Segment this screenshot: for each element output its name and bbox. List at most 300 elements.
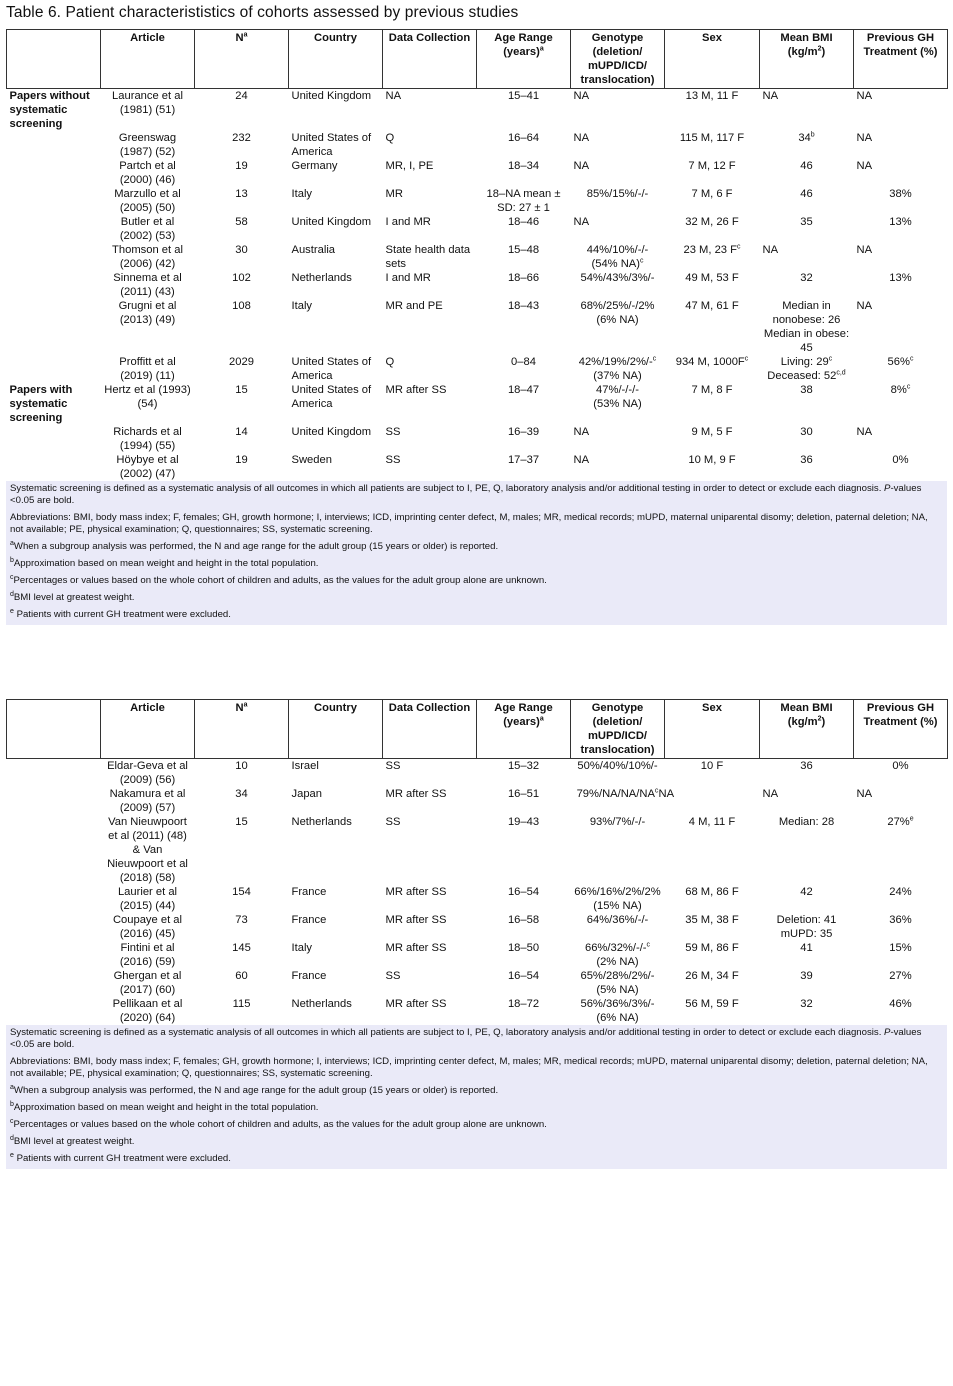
cell-sex <box>665 425 760 453</box>
table-row <box>7 787 948 815</box>
cell-n: 15 <box>235 384 248 396</box>
table-row <box>7 759 948 788</box>
bmi-footnote-mark: c <box>828 355 833 363</box>
cell-article: Butler et al (2002) (53) <box>119 216 176 242</box>
header-genotype: Genotype (deletion/ mUPD/ICD/ translocation) <box>571 700 665 759</box>
bmi-footnote-mark: b <box>810 131 815 139</box>
cell-genotype <box>571 425 665 453</box>
sex-text: 9 M, 5 F <box>691 426 733 438</box>
table-title: Table 6. Patient characterististics of cohorts assessed by previous studies <box>6 4 519 21</box>
table-header <box>7 700 948 759</box>
row-group-label <box>7 815 101 885</box>
row-group-label <box>7 787 101 815</box>
cell-n: 13 <box>235 188 248 200</box>
genotype-value <box>574 299 662 313</box>
genotype-value <box>574 969 662 983</box>
cell-sex <box>665 159 760 187</box>
header-n: $N^a$ <box>195 700 289 759</box>
header-mean-bmi: Mean BMI $(kg/m^2)$ <box>760 30 854 89</box>
genotype-na-share <box>574 313 662 327</box>
genotype-text: 79%/NA/NA/NA <box>576 788 655 800</box>
genotype-footnote-mark: c <box>646 941 651 949</box>
cell-previous-gh <box>854 941 948 969</box>
cell-previous-gh <box>854 997 948 1025</box>
genotype-value <box>574 89 662 103</box>
cohort-table-2 <box>6 699 948 1025</box>
bmi-value <box>763 215 851 229</box>
cell-n: 15 <box>235 816 248 828</box>
cell-sex <box>665 131 760 159</box>
cell-article: Richards et al (1994) (55) <box>113 426 182 452</box>
cell-previous-gh <box>854 969 948 997</box>
cell-genotype <box>571 355 665 383</box>
sex-text: 115 M, 117 F <box>679 132 745 144</box>
sex-text: 35 M, 38 F <box>685 914 739 926</box>
genotype-na-text: (6% NA) <box>596 1012 639 1024</box>
table-body <box>7 89 948 482</box>
header-n: $N^a$ <box>195 30 289 89</box>
bmi-value <box>763 159 851 173</box>
sex-text: 934 M, 1000F <box>675 356 745 368</box>
cell-age-range: 16–54 <box>507 886 540 898</box>
cell-sex <box>665 941 760 969</box>
row-group-label <box>7 913 101 941</box>
sex-text: 59 M, 86 F <box>685 942 739 954</box>
header-previous-gh: Previous GH Treatment (%) <box>854 30 948 89</box>
cell-previous-gh <box>854 243 948 271</box>
cell-data-collection: Q <box>385 356 395 368</box>
bmi-extra-text: mUPD: 35 <box>780 928 833 940</box>
cell-country: United Kingdom <box>291 90 372 102</box>
bmi-value <box>763 271 851 285</box>
cell-data-collection: SS <box>385 426 401 438</box>
sex-text: 7 M, 8 F <box>691 384 733 396</box>
row-group-label <box>7 969 101 997</box>
table-part-1 <box>6 29 947 625</box>
bmi-text: NA <box>762 244 779 256</box>
bmi-text: Median: 28 <box>778 816 835 828</box>
row-group-label <box>7 759 101 788</box>
sex-text: 7 M, 6 F <box>691 188 733 200</box>
bmi-text: 32 <box>800 998 813 1010</box>
genotype-text: NA <box>573 160 590 172</box>
sex-text: 23 M, 23 F <box>683 244 737 256</box>
bmi-text: 46 <box>800 160 813 172</box>
cell-mean-bmi <box>760 89 854 132</box>
sex-text: 10 M, 9 F <box>688 454 736 466</box>
bmi-extra-text: Deceased: 52 <box>767 370 837 382</box>
bmi-text: 35 <box>800 216 813 228</box>
cell-article: Marzullo et al (2005) (50) <box>114 188 181 214</box>
bmi-text: 39 <box>800 970 813 982</box>
row-group-label <box>7 187 101 215</box>
bmi-text: 32 <box>800 272 813 284</box>
cell-mean-bmi <box>760 131 854 159</box>
cell-sex <box>665 913 760 941</box>
cell-genotype <box>571 383 665 425</box>
cell-age-range: 18–46 <box>507 216 540 228</box>
cell-country: France <box>291 886 327 898</box>
header-sex: Sex <box>665 700 760 759</box>
cell-n: 145 <box>232 942 251 954</box>
header-data-collection: Data Collection <box>383 30 477 89</box>
genotype-text: 68%/25%/-/2% <box>580 300 655 312</box>
bmi-value <box>763 425 851 439</box>
gh-footnote-mark: c <box>909 355 914 363</box>
cell-age-range: 15–41 <box>507 90 540 102</box>
cell-sex <box>665 815 760 885</box>
genotype-value <box>574 759 662 773</box>
bmi-extra-text: Median in obese: 45 <box>763 328 850 354</box>
note-screening-definition: Systematic screening is defined as a systematic analysis of all outcomes in which all patients are subject to I, PE, Q, laboratory analysis and/or additional testing in order to detect or exclude each diagnosis. P-values <0.05 are bold. <box>10 1027 922 1050</box>
sex-footnote-mark: c <box>736 243 741 251</box>
table-row <box>7 425 948 453</box>
cell-data-collection: MR, I, PE <box>385 160 434 172</box>
genotype-na-text: (15% NA) <box>593 900 642 912</box>
cell-genotype <box>571 913 665 941</box>
gh-text: 0% <box>892 760 909 772</box>
bmi-value <box>763 89 851 103</box>
gh-text: 27% <box>887 816 910 828</box>
bmi-value <box>763 787 851 801</box>
cell-data-collection: MR <box>385 188 403 200</box>
cell-data-collection: MR after SS <box>385 384 447 396</box>
bmi-text: Living: 29 <box>780 356 829 368</box>
cell-article: Fintini et al (2016) (59) <box>119 942 176 968</box>
bmi-value <box>763 131 851 145</box>
header-article: Article <box>101 30 195 89</box>
sex-text: 68 M, 86 F <box>685 886 739 898</box>
cell-previous-gh <box>854 453 948 481</box>
gh-text: NA <box>856 244 873 256</box>
header-country: Country <box>289 30 383 89</box>
genotype-text: NA <box>573 426 590 438</box>
footnote-a: $^a$When a subgroup analysis was performed, the N and age range for the adult group (15 years or older) is reported. <box>10 1083 499 1096</box>
bmi-value <box>763 355 851 369</box>
table-row <box>7 131 948 159</box>
table-row <box>7 815 948 885</box>
genotype-na-share <box>574 257 662 271</box>
genotype-text: 50%/40%/10%/- <box>577 760 658 772</box>
cell-country: Sweden <box>291 454 332 466</box>
cell-age-range: 15–48 <box>507 244 540 256</box>
table-row <box>7 243 948 271</box>
footnote-e: $^e$ Patients with current GH treatment were excluded. <box>10 607 231 620</box>
genotype-na-share <box>574 369 662 383</box>
genotype-na-share <box>574 899 662 913</box>
cell-n: 19 <box>235 454 248 466</box>
sex-text: 47 M, 61 F <box>685 300 739 312</box>
sex-text: 56 M, 59 F <box>685 998 739 1010</box>
cell-sex <box>665 299 760 355</box>
cell-age-range: 16–39 <box>507 426 540 438</box>
cell-n: 108 <box>232 300 251 312</box>
cell-previous-gh <box>854 759 948 788</box>
genotype-value <box>574 815 662 829</box>
gh-text: 24% <box>889 886 912 898</box>
row-group-label: Papers without systematic screening <box>9 90 90 130</box>
bmi-value <box>763 187 851 201</box>
gh-footnote-mark: c <box>906 383 911 391</box>
gh-text: 38% <box>889 188 912 200</box>
genotype-value <box>574 913 662 927</box>
cell-article: Nakamura et al (2009) (57) <box>109 788 186 814</box>
cell-article: Partch et al (2000) (46) <box>119 160 176 186</box>
header-sex: Sex <box>665 30 760 89</box>
bmi-text: 42 <box>800 886 813 898</box>
genotype-text: 64%/36%/-/- <box>586 914 649 926</box>
cell-article: Grugni et al (2013) (49) <box>118 300 177 326</box>
cell-data-collection: SS <box>385 760 401 772</box>
table-row <box>7 997 948 1025</box>
cell-n: 30 <box>235 244 248 256</box>
bmi-value <box>763 913 851 927</box>
cell-sex <box>665 383 760 425</box>
gh-text: 27% <box>889 970 912 982</box>
gh-footnote-mark: e <box>909 815 914 823</box>
bmi-text: 34 <box>798 132 811 144</box>
gh-text: 13% <box>889 216 912 228</box>
genotype-value <box>574 187 662 201</box>
sex-footnote-mark: c <box>744 355 749 363</box>
row-group-label <box>7 159 101 187</box>
cell-country: United States of America <box>291 384 372 410</box>
cell-sex <box>665 759 760 788</box>
bmi-text: NA <box>762 90 779 102</box>
genotype-text: NA <box>573 454 590 466</box>
note-abbreviations: Abbreviations: BMI, body mass index; F, females; GH, growth hormone; I, interviews; ICD, imprinting center defect, M, males; MR, medical records; mUPD, maternal uniparental disomy; deletion, paternal deletion; NA, not available; PE, physical examination; Q, questionnaires; SS, systematic screening. <box>10 512 928 535</box>
table-row <box>7 383 948 425</box>
cell-genotype <box>571 787 665 815</box>
cell-sex <box>665 969 760 997</box>
gh-text: 0% <box>892 454 909 466</box>
genotype-value <box>574 271 662 285</box>
sex-text: 10 F <box>700 760 724 772</box>
sex-text: 7 M, 12 F <box>688 160 736 172</box>
genotype-value <box>574 383 662 397</box>
genotype-value <box>574 159 662 173</box>
bmi-value <box>763 383 851 397</box>
note-screening-definition: Systematic screening is defined as a systematic analysis of all outcomes in which all patients are subject to I, PE, Q, laboratory analysis and/or additional testing in order to detect or exclude each diagnosis. P-values <0.05 are bold. <box>10 483 922 506</box>
bmi-text: Median in nonobese: 26 <box>772 300 841 326</box>
footnote-d: $^d$BMI level at greatest weight. <box>10 1134 135 1147</box>
cell-article: Proffitt et al (2019) (11) <box>119 356 176 382</box>
table-footnotes <box>6 481 947 625</box>
bmi-value <box>763 243 851 257</box>
cell-country: Italy <box>291 942 313 954</box>
genotype-value <box>574 355 662 369</box>
cell-country: Israel <box>291 760 319 772</box>
genotype-text: NA <box>573 216 590 228</box>
cell-genotype <box>571 243 665 271</box>
cell-article: Sinnema et al (2011) (43) <box>113 272 182 298</box>
genotype-na-text: (54% NA) <box>591 258 640 270</box>
cell-data-collection: SS <box>385 970 401 982</box>
genotype-value <box>574 885 662 899</box>
cell-country: Japan <box>291 788 322 800</box>
cell-mean-bmi <box>760 913 854 941</box>
header-data-collection: Data Collection <box>383 700 477 759</box>
footnote-a: $^a$When a subgroup analysis was performed, the N and age range for the adult group (15 years or older) is reported. <box>10 539 499 552</box>
header-row <box>7 700 948 759</box>
table-row <box>7 89 948 132</box>
table-row <box>7 885 948 913</box>
cell-n: 58 <box>235 216 248 228</box>
cell-previous-gh <box>854 187 948 215</box>
cell-mean-bmi <box>760 383 854 425</box>
cell-genotype <box>571 453 665 481</box>
genotype-text: 42%/19%/2%/- <box>578 356 653 368</box>
cell-n: 102 <box>232 272 251 284</box>
cell-genotype <box>571 941 665 969</box>
header-previous-gh: Previous GH Treatment (%) <box>854 700 948 759</box>
cell-n: 10 <box>235 760 248 772</box>
cell-previous-gh <box>854 271 948 299</box>
genotype-text: 66%/32%/-/- <box>584 942 647 954</box>
table-row <box>7 215 948 243</box>
cell-mean-bmi <box>760 159 854 187</box>
table-row <box>7 941 948 969</box>
genotype-footnote-mark: c <box>652 355 657 363</box>
cell-n: 115 <box>232 998 251 1010</box>
cell-previous-gh <box>854 215 948 243</box>
cell-country: Italy <box>291 300 313 312</box>
genotype-na-share <box>574 983 662 997</box>
cell-age-range: 17–37 <box>507 454 540 466</box>
cell-genotype <box>571 299 665 355</box>
cell-previous-gh <box>854 885 948 913</box>
cell-sex <box>665 997 760 1025</box>
cell-country: Netherlands <box>291 272 352 284</box>
genotype-na-text: (6% NA) <box>596 314 639 326</box>
cell-age-range: 16–64 <box>507 132 540 144</box>
cell-age-range: 16–58 <box>507 914 540 926</box>
row-group-label <box>7 243 101 271</box>
genotype-value <box>574 997 662 1011</box>
gh-text: 46% <box>889 998 912 1010</box>
cell-genotype <box>571 885 665 913</box>
genotype-na-text: (53% NA) <box>593 398 642 410</box>
genotype-na-share <box>574 397 662 411</box>
header-group <box>7 30 101 89</box>
table-row <box>7 355 948 383</box>
row-group-label <box>7 131 101 159</box>
cell-mean-bmi <box>760 187 854 215</box>
gh-text: NA <box>856 160 873 172</box>
note-abbreviations: Abbreviations: BMI, body mass index; F, females; GH, growth hormone; I, interviews; ICD, imprinting center defect, M, males; MR, medical records; mUPD, maternal uniparental disomy; deletion, paternal deletion; NA, not available; PE, physical examination; Q, questionnaires; SS, systematic screening. <box>10 1056 928 1079</box>
bmi-text: 46 <box>800 188 813 200</box>
table-row <box>7 159 948 187</box>
sex-text: 13 M, 11 F <box>685 90 739 102</box>
sex-text: 49 M, 53 F <box>685 272 739 284</box>
table-row <box>7 299 948 355</box>
cell-mean-bmi <box>760 997 854 1025</box>
cell-article: Hertz et al (1993) (54) <box>104 384 191 410</box>
bmi-text: 41 <box>800 942 813 954</box>
cell-age-range: 18–43 <box>507 300 540 312</box>
cell-age-range: 18–50 <box>507 942 540 954</box>
bmi-text: NA <box>762 788 779 800</box>
cell-age-range: 15–32 <box>507 760 540 772</box>
cell-previous-gh <box>854 131 948 159</box>
bmi-text: 36 <box>800 760 813 772</box>
table-footnotes <box>6 1025 947 1169</box>
footnote-c: $^c$Percentages or values based on the whole cohort of children and adults, as the values for the adult group alone are unknown. <box>10 573 547 586</box>
cell-sex <box>656 787 751 815</box>
table-row <box>7 187 948 215</box>
cell-n: 154 <box>232 886 251 898</box>
sex-text: 4 M, 11 F <box>688 816 736 828</box>
cell-genotype <box>571 187 665 215</box>
cell-data-collection: SS <box>385 816 401 828</box>
cell-genotype <box>571 815 665 885</box>
cell-country: Italy <box>291 188 313 200</box>
footnote-e: $^e$ Patients with current GH treatment were excluded. <box>10 1151 231 1164</box>
cell-mean-bmi <box>760 425 854 453</box>
gh-text: NA <box>856 90 873 102</box>
gh-text: 15% <box>889 942 912 954</box>
genotype-value <box>574 215 662 229</box>
cell-country: Netherlands <box>291 998 352 1010</box>
footnote-b: $^b$Approximation based on mean weight and height in the total population. <box>10 556 319 569</box>
row-group-label <box>7 215 101 243</box>
cell-genotype <box>571 759 665 788</box>
row-group-label <box>7 355 101 383</box>
cell-data-collection: MR after SS <box>385 942 447 954</box>
cell-sex <box>665 215 760 243</box>
genotype-text: 66%/16%/2%/2% <box>574 886 661 898</box>
table-body <box>7 759 948 1026</box>
genotype-value <box>574 453 662 467</box>
cell-previous-gh <box>854 383 948 425</box>
row-group-label <box>7 271 101 299</box>
cell-previous-gh <box>854 815 948 885</box>
cell-article: Thomson et al (2006) (42) <box>112 244 183 270</box>
cell-data-collection: MR after SS <box>385 788 447 800</box>
row-group-label <box>7 425 101 453</box>
cell-mean-bmi <box>760 941 854 969</box>
cell-sex <box>665 187 760 215</box>
cell-sex <box>665 453 760 481</box>
cell-mean-bmi <box>760 215 854 243</box>
table-header <box>7 30 948 89</box>
genotype-text: 65%/28%/2%/- <box>580 970 655 982</box>
cell-country: France <box>291 914 327 926</box>
gh-text: 8% <box>890 384 907 396</box>
genotype-text: 85%/15%/-/- <box>586 188 649 200</box>
header-genotype: Genotype (deletion/ mUPD/ICD/ translocation) <box>571 30 665 89</box>
bmi-value <box>763 299 851 327</box>
table-row <box>7 453 948 481</box>
cell-sex <box>665 243 760 271</box>
cell-article: Eldar-Geva et al (2009) (56) <box>107 760 188 786</box>
bmi-value <box>763 759 851 773</box>
header-article: Article <box>101 700 195 759</box>
cell-age-range: 19–43 <box>507 816 540 828</box>
header-mean-bmi: Mean BMI $(kg/m^2)$ <box>760 700 854 759</box>
genotype-text: NA <box>573 132 590 144</box>
cell-genotype <box>571 159 665 187</box>
cell-data-collection: State health data sets <box>385 244 471 270</box>
cell-mean-bmi <box>760 885 854 913</box>
gh-text: 36% <box>889 914 912 926</box>
cell-sex <box>665 271 760 299</box>
cell-age-range: 18–NA mean ± SD: 27 ± 1 <box>486 188 561 214</box>
row-group-label <box>7 299 101 355</box>
cell-age-range: 18–47 <box>507 384 540 396</box>
cell-previous-gh <box>854 355 948 383</box>
row-group-label: Papers with systematic screening <box>9 384 73 424</box>
